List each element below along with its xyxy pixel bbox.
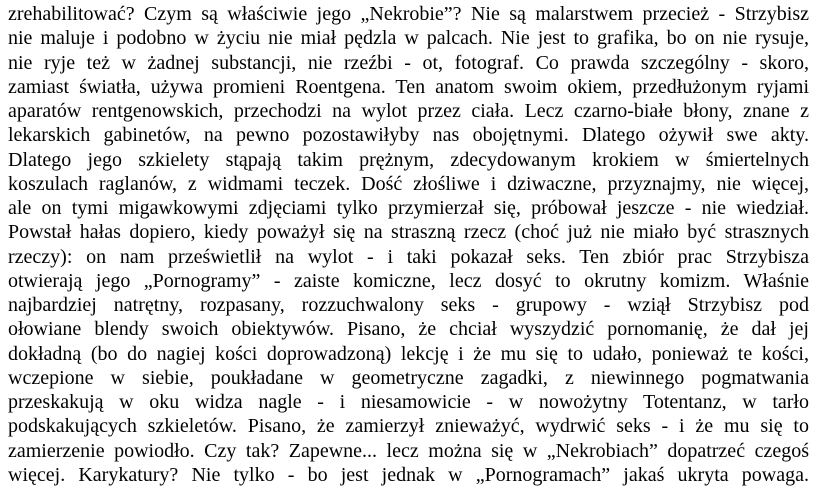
- text-line: przeskakują w oku widza nagle - i niesamowicie - w nowożytny Totentanz, w tarło: [8, 391, 809, 413]
- text-line: nie maluje i podobno w życiu nie miał pędzla w palcach. Nie jest to grafika, bo on nie rysuje,: [8, 27, 809, 50]
- text-line: aparatów rentgenowskich, przechodzi na wylot przez ciała. Lecz czarno-białe błony, znane z: [8, 100, 809, 122]
- text-line: lekarskich gabinetów, na pewno pozostawiłyby nas obojętnymi. Dlatego ożywił swe akty.: [8, 124, 809, 147]
- text-line: Dlatego jego szkielety stąpają takim prężnym, zdecydowanym krokiem w śmiertelnych: [8, 148, 809, 171]
- text-line: najbardziej natrętny, rozpasany, rozzuchwalony seks - grupowy - wziął Strzybisz pod: [8, 294, 809, 316]
- text-line: nie ryje też w żadnej substancji, nie rzeźbi - ot, fotograf. Co prawda szczególny - skoro,: [8, 51, 809, 74]
- text-line: zamierzenie powiodło. Czy tak? Zapewne... lecz można się w „Nekrobiach” dopatrzeć czegoś: [8, 439, 809, 462]
- text-line: dokładną (bo do nagiej kości doprowadzoną) lekcję i że mu się to udało, ponieważ te kości,: [8, 342, 809, 365]
- text-line: Powstał hałas dopiero, kiedy poważył się na straszną rzecz (choć już nie miało być strasznych: [8, 221, 809, 244]
- text-line: rzeczy): on nam prześwietlił na wylot - i taki pokazał seks. Ten zbiór prac Strzybisza: [8, 245, 809, 268]
- text-line: koszulach raglanów, z widmami teczek. Dość złośliwe i dziwaczne, przyznajmy, nie więcej,: [8, 172, 809, 195]
- text-line: wczepione w siebie, poukładane w geometryczne zagadki, z niewinnego pogmatwania: [8, 366, 809, 389]
- text-line: ołowiane blendy swoich obiektywów. Pisano, że chciał wyszydzić pornomanię, że dał jej: [8, 318, 809, 341]
- text-line: zamiast światła, używa promieni Roentgena. Ten anatom swoim okiem, przedłużonym ryjami: [8, 75, 809, 98]
- text-line: otwierają jego „Pornogramy” - zaiste komiczne, lecz dosyć to okrutny komizm. Właśnie: [8, 269, 809, 292]
- text-line: ale on tymi migawkowymi zdjęciami tylko przymierzał się, próbował jeszcze - nie wiedział.: [8, 197, 809, 219]
- text-line: więcej. Karykatury? Nie tylko - bo jest jednak w „Pornogramach” jakaś ukryta powaga.: [8, 463, 809, 486]
- text-line: zrehabilitować? Czym są właściwie jego „Nekrobie”? Nie są malarstwem przecież - Strzybisz: [8, 3, 809, 25]
- text-line: podskakujących szkieletów. Pisano, że zamierzył znieważyć, wydrwić seks - i że mu się to: [8, 415, 809, 438]
